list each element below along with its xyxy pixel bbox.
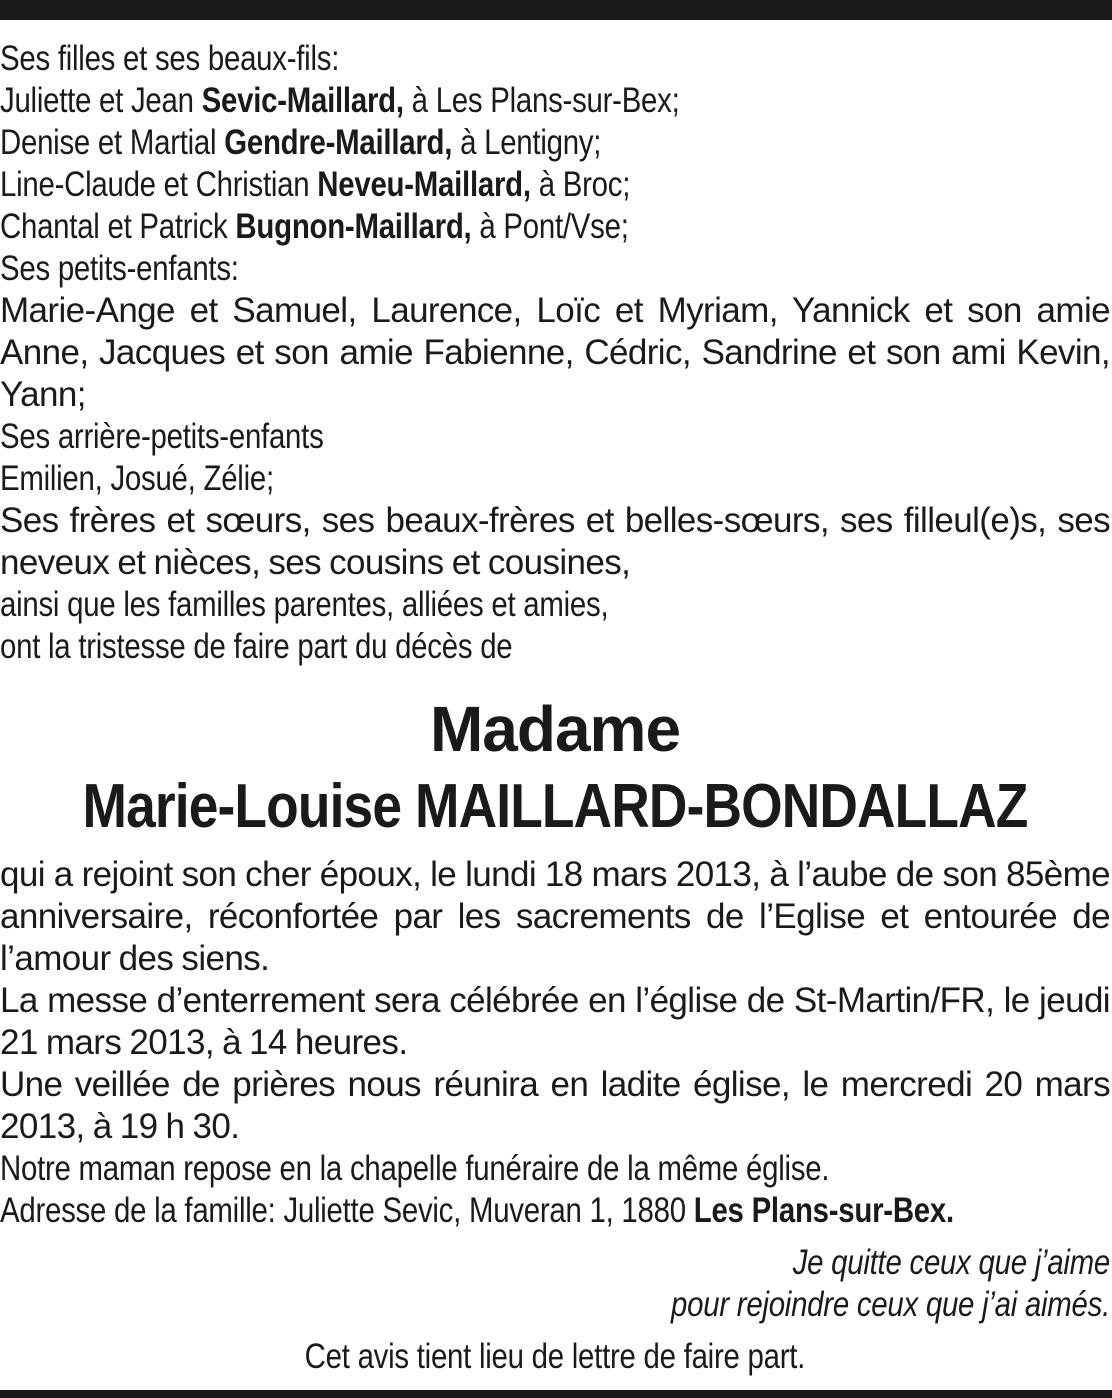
- family-surname: Bugnon-Maillard,: [235, 207, 472, 246]
- obituary-notice: [0, 38, 1110, 1378]
- closing-line: Cet avis tient lieu de lettre de faire part.: [304, 1337, 806, 1376]
- mass-paragraph: La messe d’enterrement sera célébrée en l’église de St-Martin/FR, le jeudi 21 mars 2013, à 14 heures.: [0, 981, 1110, 1062]
- closing: [0, 1336, 1110, 1378]
- family-line: [0, 80, 932, 122]
- family-line: [0, 164, 932, 206]
- family-place: à Broc;: [530, 165, 631, 204]
- family-place: à Pont/Vse;: [471, 207, 629, 246]
- quote-line-1: Je quitte ceux que j’aime: [792, 1243, 1110, 1282]
- family-names: Denise et Martial: [0, 123, 225, 162]
- family-surname: Sevic-Maillard,: [201, 81, 404, 120]
- family-names: Chantal et Patrick: [0, 207, 236, 246]
- family-surname: Neveu-Maillard,: [317, 165, 531, 204]
- grandchildren-list: Marie-Ange et Samuel, Laurence, Loïc et Myriam, Yannick et son amie Anne, Jacques et son amie Fabienne, Cédric, Sandrine et son ami Kevin, Yann;: [0, 291, 1110, 414]
- siblings-paragraph: Ses frères et sœurs, ses beaux-frères et belles-sœurs, ses filleul(e)s, ses neveux et nièces, ses cousins et cousines,: [0, 501, 1110, 582]
- family-names: Line-Claude et Christian: [0, 165, 318, 204]
- family-surname: Gendre-Maillard,: [224, 123, 453, 162]
- families-line: ainsi que les familles parentes, alliées et amies,: [0, 585, 609, 624]
- daughters-heading: Ses filles et ses beaux-fils:: [0, 39, 340, 78]
- repose-line: Notre maman repose en la chapelle funéraire de la même église.: [0, 1149, 830, 1188]
- family-line: [0, 122, 932, 164]
- bottom-rule: [0, 1390, 1112, 1398]
- top-rule: [0, 0, 1112, 20]
- deceased-heading: [0, 690, 1110, 846]
- death-paragraph: qui a rejoint son cher époux, le lundi 18 mars 2013, à l’aube de son 85ème anniversaire, réconfortée par les sacrements de l’Eglise et entourée de l’amour des siens.: [0, 855, 1110, 978]
- address-text: Adresse de la famille: Juliette Sevic, Muveran 1, 1880: [0, 1191, 694, 1230]
- announcement-line: ont la tristesse de faire part du décès de: [0, 627, 513, 666]
- quote-line-2: pour rejoindre ceux que j’ai aimés.: [671, 1285, 1110, 1324]
- vigil-paragraph: Une veillée de prières nous réunira en ladite église, le mercredi 20 mars 2013, à 19 h 30.: [0, 1065, 1110, 1146]
- address-place: Les Plans-sur-Bex.: [693, 1191, 954, 1230]
- address-line: [0, 1190, 954, 1232]
- family-place: à Lentigny;: [452, 123, 602, 162]
- deceased-title: Madame: [429, 693, 681, 765]
- great-grandchildren-heading: Ses arrière-petits-enfants: [0, 417, 324, 456]
- family-names: Juliette et Jean: [0, 81, 202, 120]
- deceased-name: Marie-Louise MAILLARD-BONDALLAZ: [82, 772, 1028, 841]
- quote: [0, 1242, 1110, 1326]
- grandchildren-heading: Ses petits-enfants:: [0, 249, 239, 288]
- family-line: [0, 206, 932, 248]
- family-place: à Les Plans-sur-Bex;: [403, 81, 680, 120]
- great-grandchildren-list: Emilien, Josué, Zélie;: [0, 459, 274, 498]
